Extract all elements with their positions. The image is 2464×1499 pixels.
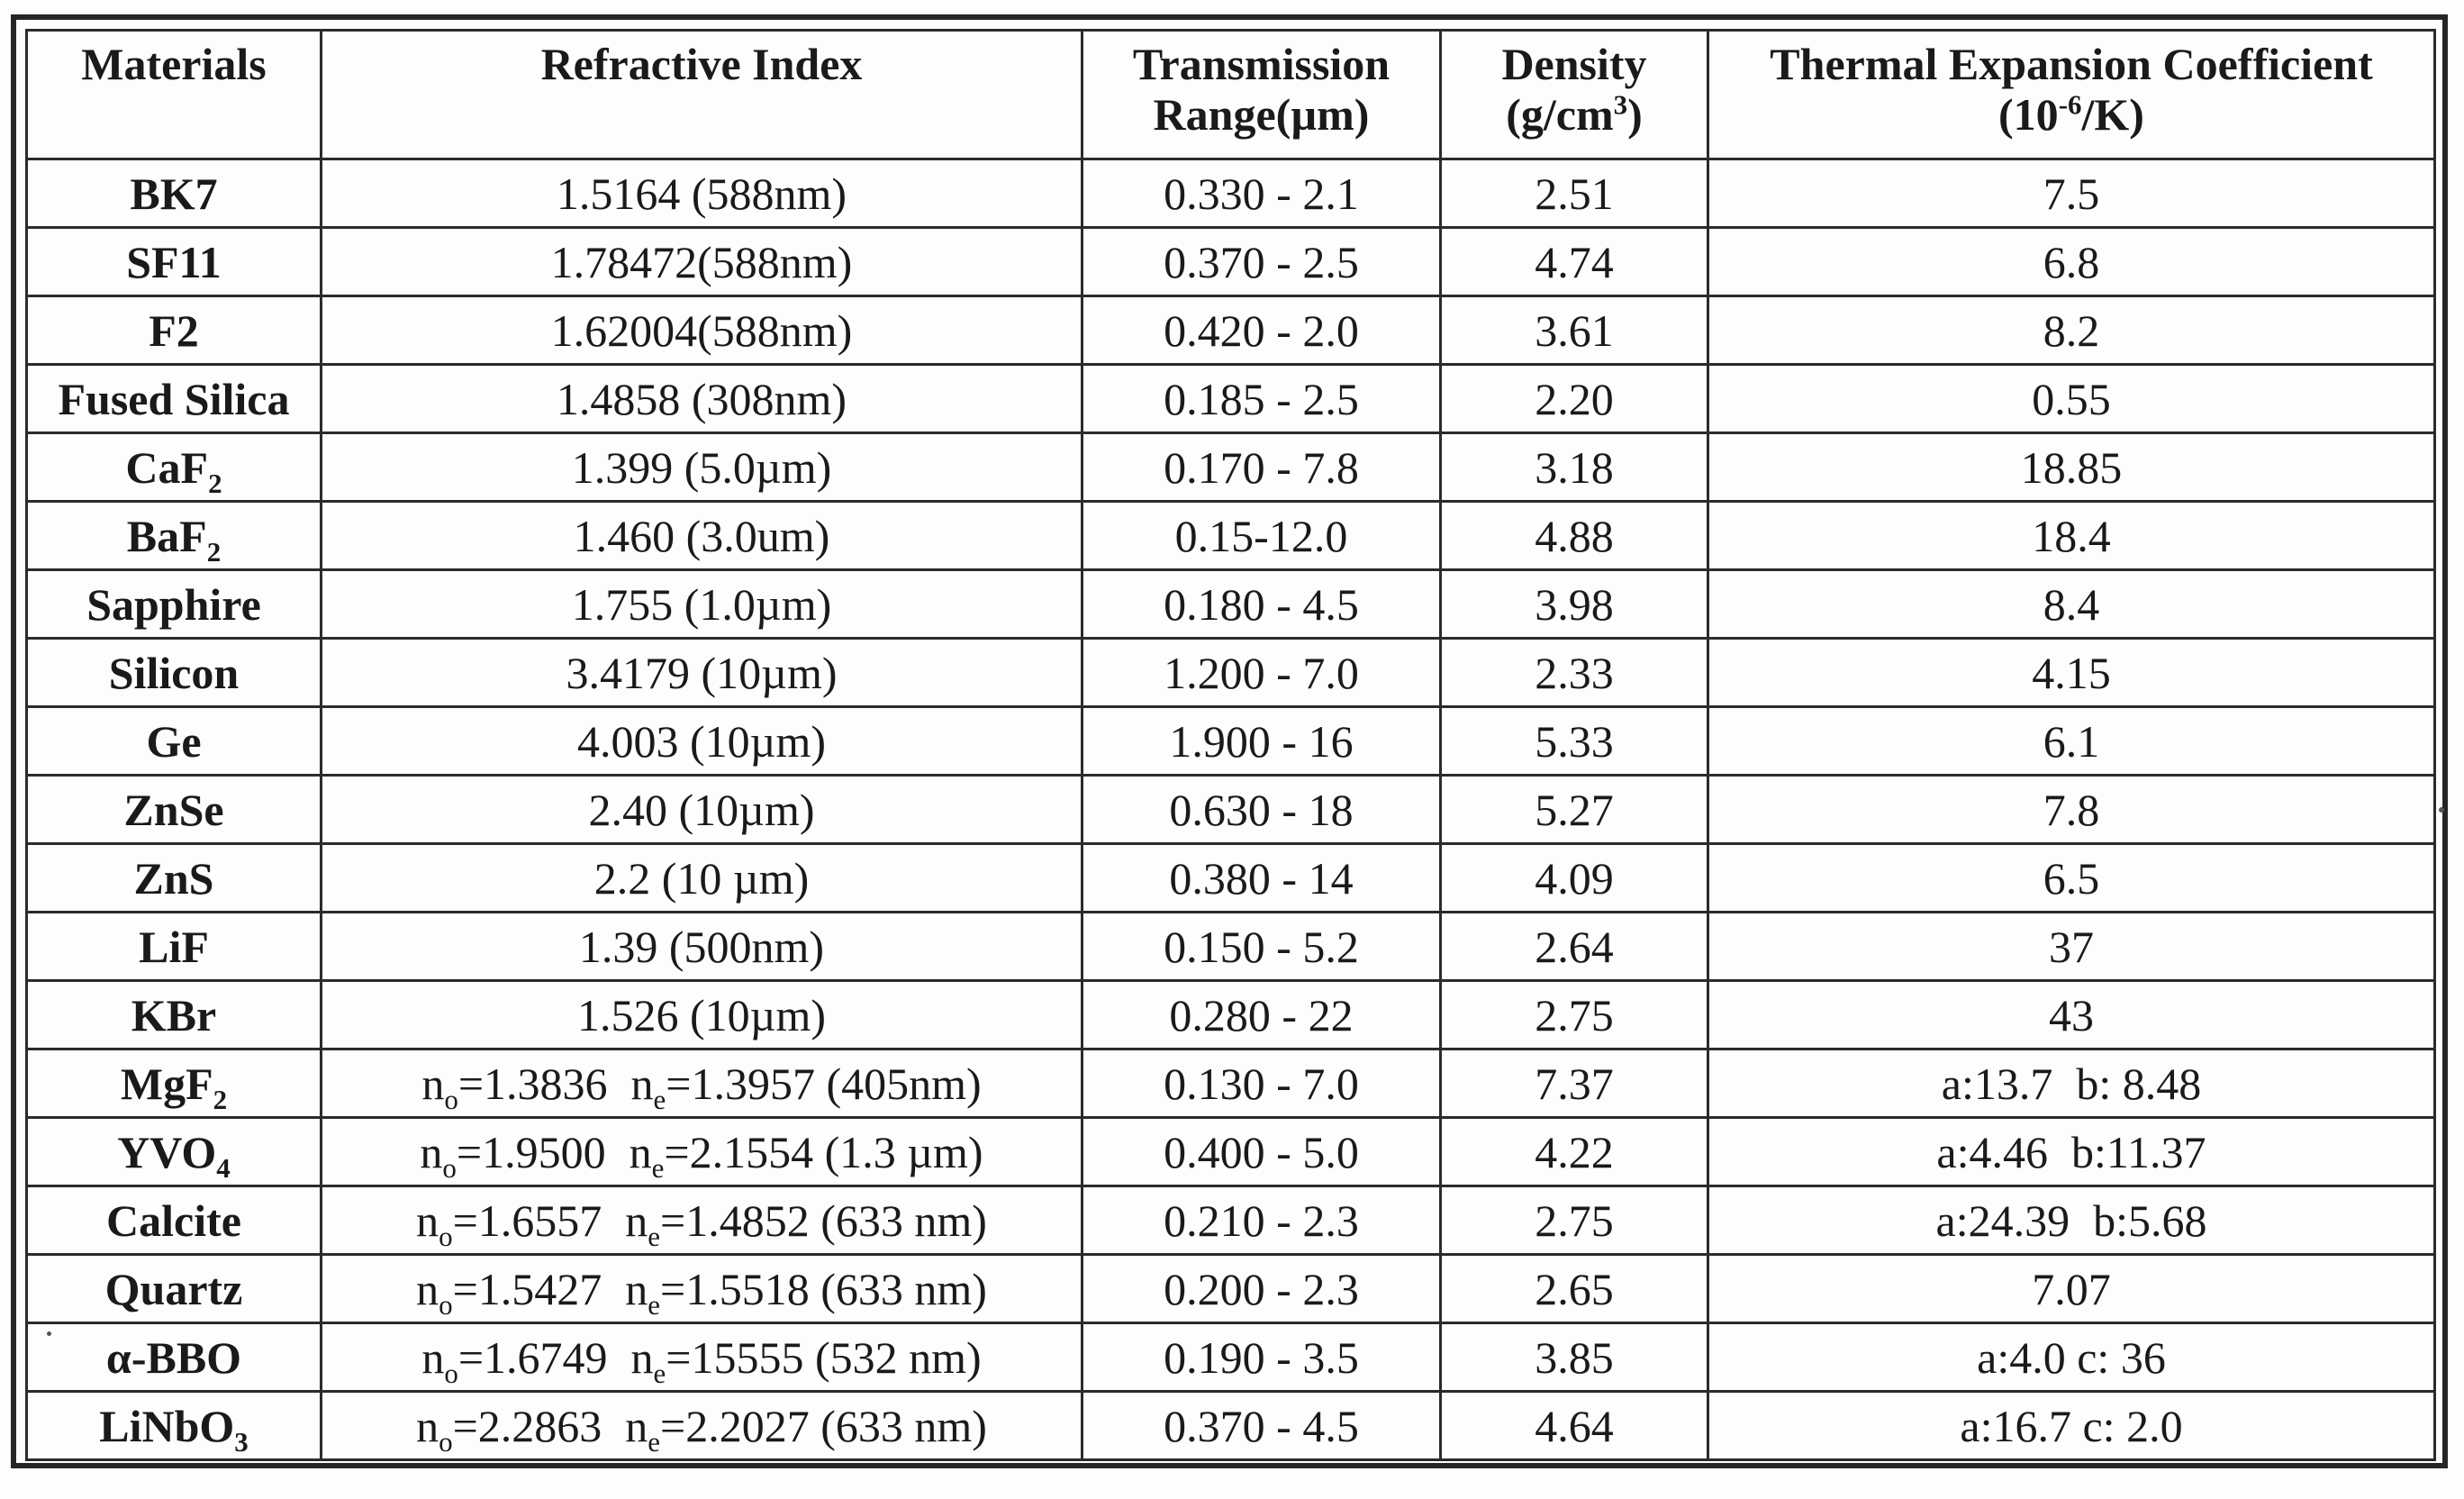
- thermal-expansion-cell: [1708, 1392, 2435, 1460]
- density-cell: [1441, 159, 1708, 228]
- density-value: 4.74: [1535, 236, 1614, 287]
- transmission-range-cell: [1083, 776, 1441, 844]
- thermal-expansion-a: a:13.7: [1941, 1058, 2053, 1109]
- refractive-index-value: 1.62004(588nm): [550, 304, 853, 356]
- table-row: [27, 844, 2435, 913]
- density-cell: [1441, 776, 1708, 844]
- transmission-range-cell: [1083, 1049, 1441, 1118]
- refractive-index-cell: [322, 365, 1083, 433]
- wavelength: (633 nm): [809, 1195, 987, 1246]
- refractive-index-value: 1.78472(588nm): [550, 236, 853, 287]
- table-row: [27, 502, 2435, 570]
- material-name: YVO: [117, 1126, 217, 1177]
- material-cell: [27, 1186, 322, 1255]
- n-symbol: n: [421, 1058, 445, 1109]
- thermal-expansion-value: 18.4: [2032, 510, 2111, 561]
- material-subscript: 4: [216, 1151, 231, 1184]
- scan-speck: [2439, 807, 2444, 813]
- density-cell: [1441, 502, 1708, 570]
- thermal-expansion-cell: [1708, 844, 2435, 913]
- refractive-index-value: 1.39 (500nm): [578, 921, 825, 972]
- material-cell: [27, 433, 322, 502]
- transmission-range-value: 0.370 - 4.5: [1164, 1400, 1359, 1451]
- ordinary-index: =1.6557: [452, 1195, 602, 1246]
- thermal-expansion-value: 7.07: [2032, 1263, 2111, 1314]
- scan-speck: [47, 1331, 51, 1336]
- transmission-range-cell: [1083, 1255, 1441, 1323]
- material-cell: [27, 913, 322, 981]
- thermal-expansion-a: a:24.39: [1935, 1195, 2070, 1246]
- refractive-index-value: 1.460 (3.0um): [573, 510, 830, 561]
- thermal-expansion-value: 43: [2049, 989, 2094, 1040]
- transmission-range-value: 1.900 - 16: [1169, 715, 1354, 767]
- density-value: 2.65: [1535, 1263, 1614, 1314]
- density-cell: [1441, 433, 1708, 502]
- thermal-expansion-value: 0.55: [2032, 373, 2111, 424]
- thermal-expansion-b: b:11.37: [2071, 1126, 2206, 1177]
- transmission-range-cell: [1083, 228, 1441, 296]
- optical-materials-table: [25, 29, 2436, 1461]
- transmission-range-cell: [1083, 570, 1441, 639]
- thermal-expansion-value: 6.8: [2043, 236, 2100, 287]
- refractive-index-cell: [322, 776, 1083, 844]
- refractive-index-cell: [322, 296, 1083, 365]
- ordinary-index: =1.3836: [457, 1058, 608, 1109]
- wavelength: (633 nm): [809, 1263, 987, 1314]
- transmission-range-value: 0.190 - 3.5: [1164, 1331, 1359, 1383]
- n-symbol: n: [629, 1126, 652, 1177]
- refractive-index-cell: [322, 159, 1083, 228]
- thermal-expansion-value: 6.5: [2043, 852, 2100, 904]
- transmission-range-cell: [1083, 1323, 1441, 1392]
- transmission-range-value: 0.200 - 2.3: [1164, 1263, 1359, 1314]
- density-value: 2.75: [1535, 989, 1614, 1040]
- material-name: Silicon: [108, 647, 240, 698]
- header-thermal-expansion: [1708, 31, 2435, 159]
- density-value: 3.61: [1535, 304, 1614, 356]
- material-cell: [27, 776, 322, 844]
- table-row: [27, 570, 2435, 639]
- material-cell: [27, 1049, 322, 1118]
- material-cell: [27, 1392, 322, 1460]
- refractive-index-cell: [322, 1323, 1083, 1392]
- thermal-expansion-value: 18.85: [2020, 441, 2123, 493]
- extraordinary-subscript: e: [648, 1288, 661, 1321]
- density-value: 4.88: [1535, 510, 1614, 561]
- material-name: Calcite: [106, 1195, 241, 1246]
- wavelength: (405nm): [814, 1058, 982, 1109]
- wavelength: (1.3 µm): [813, 1126, 983, 1177]
- thermal-expansion-cell: [1708, 776, 2435, 844]
- transmission-range-cell: [1083, 159, 1441, 228]
- thermal-expansion-cell: [1708, 365, 2435, 433]
- density-value: 3.98: [1535, 578, 1614, 630]
- table-row: [27, 1186, 2435, 1255]
- density-value: 5.33: [1535, 715, 1614, 767]
- thermal-expansion-cell: [1708, 1186, 2435, 1255]
- transmission-range-cell: [1083, 1186, 1441, 1255]
- table-row: [27, 1392, 2435, 1460]
- material-cell: [27, 707, 322, 776]
- thermal-expansion-cell: [1708, 433, 2435, 502]
- extraordinary-index: =1.3957: [666, 1058, 815, 1109]
- transmission-range-cell: [1083, 913, 1441, 981]
- n-symbol: n: [416, 1400, 439, 1451]
- header-row: [27, 31, 2435, 159]
- thermal-expansion-cell: [1708, 913, 2435, 981]
- ordinary-subscript: o: [444, 1357, 458, 1389]
- n-symbol: n: [630, 1058, 654, 1109]
- n-symbol: n: [421, 1331, 445, 1383]
- material-name: LiNbO: [99, 1400, 235, 1451]
- transmission-range-cell: [1083, 981, 1441, 1049]
- ordinary-subscript: o: [439, 1425, 453, 1458]
- transmission-range-value: 0.400 - 5.0: [1164, 1126, 1359, 1177]
- thermal-expansion-value: 37: [2049, 921, 2094, 972]
- material-name: Quartz: [104, 1263, 243, 1314]
- material-subscript: 2: [213, 1083, 228, 1115]
- transmission-range-value: 0.170 - 7.8: [1164, 441, 1359, 493]
- thermal-expansion-b: b:5.68: [2093, 1195, 2207, 1246]
- material-cell: [27, 228, 322, 296]
- material-cell: [27, 159, 322, 228]
- density-cell: [1441, 1049, 1708, 1118]
- extraordinary-index: =2.1554: [664, 1126, 814, 1177]
- material-cell: [27, 639, 322, 707]
- header-thermal-unit: $(10^{-6}/K)$: [1998, 88, 2144, 140]
- ordinary-index: =1.9500: [456, 1126, 606, 1177]
- extraordinary-subscript: e: [653, 1083, 666, 1115]
- table-row: [27, 639, 2435, 707]
- thermal-expansion-cell: [1708, 296, 2435, 365]
- transmission-range-value: 0.630 - 18: [1169, 784, 1354, 835]
- table-row: [27, 1049, 2435, 1118]
- refractive-index-cell: [322, 570, 1083, 639]
- material-cell: [27, 1118, 322, 1186]
- transmission-range-value: 0.380 - 14: [1169, 852, 1354, 904]
- material-name: CaF: [125, 441, 209, 493]
- header-density-line1: Density: [1501, 39, 1647, 89]
- extraordinary-subscript: e: [651, 1151, 665, 1184]
- ordinary-index: =2.2863: [452, 1400, 602, 1451]
- header-refractive-index-label: Refractive Index: [540, 39, 863, 89]
- refractive-index-cell: [322, 844, 1083, 913]
- header-transmission-line2: Range(µm): [1153, 89, 1370, 140]
- wavelength: (633 nm): [809, 1400, 987, 1451]
- density-value: 4.64: [1535, 1400, 1614, 1451]
- header-materials: [27, 31, 322, 159]
- table-row: [27, 1118, 2435, 1186]
- density-cell: [1441, 1323, 1708, 1392]
- material-name: Sapphire: [86, 578, 261, 630]
- material-name: BaF: [126, 510, 207, 561]
- table-row: [27, 981, 2435, 1049]
- thermal-expansion-value: 8.4: [2043, 578, 2100, 630]
- thermal-expansion-value: 4.15: [2032, 647, 2111, 698]
- density-value: 2.33: [1535, 647, 1614, 698]
- density-value: 4.22: [1535, 1126, 1614, 1177]
- transmission-range-value: 0.210 - 2.3: [1164, 1195, 1359, 1246]
- material-subscript: 2: [206, 535, 222, 568]
- table-row: [27, 159, 2435, 228]
- density-cell: [1441, 913, 1708, 981]
- transmission-range-cell: [1083, 639, 1441, 707]
- ordinary-index: =1.5427: [452, 1263, 602, 1314]
- material-name: MgF: [120, 1058, 213, 1109]
- refractive-index-value: 4.003 (10µm): [576, 715, 826, 767]
- density-value: 7.37: [1535, 1058, 1614, 1109]
- extraordinary-index: =1.4852: [660, 1195, 810, 1246]
- thermal-expansion-cell: [1708, 1255, 2435, 1323]
- transmission-range-value: 0.420 - 2.0: [1164, 304, 1359, 356]
- transmission-range-value: 0.330 - 2.1: [1164, 168, 1359, 219]
- extraordinary-index: =1.5518: [660, 1263, 810, 1314]
- table-row: [27, 365, 2435, 433]
- header-transmission-line1: Transmission: [1132, 39, 1391, 89]
- transmission-range-cell: [1083, 296, 1441, 365]
- refractive-index-value: 1.526 (10µm): [576, 989, 826, 1040]
- n-symbol: n: [420, 1126, 443, 1177]
- density-cell: [1441, 639, 1708, 707]
- material-cell: [27, 365, 322, 433]
- material-name: Fused Silica: [58, 373, 290, 424]
- refractive-index-cell: [322, 639, 1083, 707]
- refractive-index-cell: [322, 1118, 1083, 1186]
- transmission-range-value: 0.180 - 4.5: [1164, 578, 1359, 630]
- transmission-range-value: 0.280 - 22: [1169, 989, 1354, 1040]
- refractive-index-cell: [322, 228, 1083, 296]
- density-cell: [1441, 1186, 1708, 1255]
- density-cell: [1441, 1118, 1708, 1186]
- material-cell: [27, 570, 322, 639]
- transmission-range-cell: [1083, 502, 1441, 570]
- thermal-expansion-value: 7.8: [2043, 784, 2100, 835]
- thermal-expansion-cell: [1708, 1323, 2435, 1392]
- density-value: 2.64: [1535, 921, 1614, 972]
- density-cell: [1441, 570, 1708, 639]
- transmission-range-cell: [1083, 433, 1441, 502]
- refractive-index-value: 2.2 (10 µm): [593, 852, 810, 904]
- transmission-range-value: 0.150 - 5.2: [1164, 921, 1359, 972]
- thermal-expansion-cell: [1708, 1049, 2435, 1118]
- thermal-expansion-a: a:4.46: [1936, 1126, 2049, 1177]
- transmission-range-cell: [1083, 844, 1441, 913]
- material-cell: [27, 981, 322, 1049]
- header-transmission-range: [1083, 31, 1441, 159]
- density-value: 5.27: [1535, 784, 1614, 835]
- material-name: ZnSe: [123, 784, 224, 835]
- density-value: 2.51: [1535, 168, 1614, 219]
- thermal-expansion-cell: [1708, 570, 2435, 639]
- refractive-index-cell: [322, 981, 1083, 1049]
- extraordinary-index: =2.2027: [660, 1400, 810, 1451]
- refractive-index-cell: [322, 1049, 1083, 1118]
- thermal-expansion-cell: [1708, 502, 2435, 570]
- material-name: Ge: [146, 715, 202, 767]
- n-symbol: n: [625, 1263, 648, 1314]
- transmission-range-value: 1.200 - 7.0: [1164, 647, 1359, 698]
- material-subscript: 2: [208, 467, 222, 499]
- density-cell: [1441, 228, 1708, 296]
- thermal-expansion-value: 7.5: [2043, 168, 2100, 219]
- extraordinary-index: =15555: [666, 1331, 804, 1383]
- transmission-range-cell: [1083, 365, 1441, 433]
- wavelength: (532 nm): [803, 1331, 982, 1383]
- thermal-expansion-cell: [1708, 981, 2435, 1049]
- material-cell: [27, 296, 322, 365]
- transmission-range-value: 0.370 - 2.5: [1164, 236, 1359, 287]
- thermal-expansion-cell: [1708, 159, 2435, 228]
- header-materials-label: Materials: [81, 39, 267, 89]
- n-symbol: n: [625, 1400, 648, 1451]
- refractive-index-value: 1.399 (5.0µm): [571, 441, 832, 493]
- density-value: 3.85: [1535, 1331, 1614, 1383]
- extraordinary-subscript: e: [653, 1357, 666, 1389]
- ordinary-subscript: o: [442, 1151, 457, 1184]
- density-cell: [1441, 296, 1708, 365]
- thermal-expansion-cell: [1708, 707, 2435, 776]
- density-cell: [1441, 365, 1708, 433]
- n-symbol: n: [416, 1195, 439, 1246]
- thermal-expansion-value: a:4.0 c: 36: [1977, 1331, 2166, 1383]
- refractive-index-cell: [322, 1255, 1083, 1323]
- refractive-index-value: 1.5164 (588nm): [556, 168, 847, 219]
- density-cell: [1441, 1255, 1708, 1323]
- refractive-index-value: 1.4858 (308nm): [556, 373, 847, 424]
- material-cell: [27, 1255, 322, 1323]
- refractive-index-value: 1.755 (1.0µm): [571, 578, 832, 630]
- refractive-index-cell: [322, 502, 1083, 570]
- thermal-expansion-b: b: 8.48: [2076, 1058, 2202, 1109]
- density-cell: [1441, 707, 1708, 776]
- transmission-range-cell: [1083, 707, 1441, 776]
- density-value: 2.20: [1535, 373, 1614, 424]
- refractive-index-cell: [322, 1392, 1083, 1460]
- ordinary-subscript: o: [444, 1083, 458, 1115]
- table-row: [27, 776, 2435, 844]
- table-row: [27, 296, 2435, 365]
- material-name: α-BBO: [105, 1331, 242, 1383]
- thermal-expansion-value: 8.2: [2043, 304, 2100, 356]
- table-row: [27, 433, 2435, 502]
- material-name: F2: [149, 304, 199, 356]
- table-row: [27, 228, 2435, 296]
- transmission-range-value: 0.130 - 7.0: [1164, 1058, 1359, 1109]
- refractive-index-value: 2.40 (10µm): [588, 784, 815, 835]
- material-name: LiF: [139, 921, 209, 972]
- ordinary-index: =1.6749: [457, 1331, 608, 1383]
- header-density-unit: $(g/cm^3)$: [1506, 88, 1643, 140]
- transmission-range-cell: [1083, 1392, 1441, 1460]
- material-name: KBr: [131, 989, 217, 1040]
- refractive-index-cell: [322, 433, 1083, 502]
- density-value: 3.18: [1535, 441, 1614, 493]
- thermal-expansion-value: 6.1: [2043, 715, 2100, 767]
- transmission-range-cell: [1083, 1118, 1441, 1186]
- ordinary-subscript: o: [439, 1220, 453, 1252]
- density-cell: [1441, 981, 1708, 1049]
- material-name: ZnS: [133, 852, 214, 904]
- table-row: [27, 913, 2435, 981]
- transmission-range-value: 0.185 - 2.5: [1164, 373, 1359, 424]
- header-thermal-line1: Thermal Expansion Coefficient: [1770, 39, 2373, 89]
- thermal-expansion-cell: [1708, 639, 2435, 707]
- refractive-index-cell: [322, 707, 1083, 776]
- material-subscript: 3: [234, 1425, 249, 1458]
- thermal-expansion-value: a:16.7 c: 2.0: [1960, 1400, 2183, 1451]
- density-value: 4.09: [1535, 852, 1614, 904]
- material-cell: [27, 844, 322, 913]
- header-density: [1441, 31, 1708, 159]
- material-cell: [27, 1323, 322, 1392]
- density-value: 2.75: [1535, 1195, 1614, 1246]
- extraordinary-subscript: e: [648, 1220, 661, 1252]
- table-body: [27, 159, 2435, 1460]
- thermal-expansion-cell: [1708, 1118, 2435, 1186]
- material-name: SF11: [126, 236, 222, 287]
- n-symbol: n: [416, 1263, 439, 1314]
- n-symbol: n: [625, 1195, 648, 1246]
- density-cell: [1441, 844, 1708, 913]
- refractive-index-cell: [322, 1186, 1083, 1255]
- refractive-index-value: 3.4179 (10µm): [566, 647, 838, 698]
- table-row: [27, 1323, 2435, 1392]
- ordinary-subscript: o: [439, 1288, 453, 1321]
- material-name: BK7: [130, 168, 218, 219]
- refractive-index-cell: [322, 913, 1083, 981]
- extraordinary-subscript: e: [648, 1425, 661, 1458]
- material-cell: [27, 502, 322, 570]
- transmission-range-value: 0.15-12.0: [1174, 510, 1348, 561]
- thermal-expansion-cell: [1708, 228, 2435, 296]
- table-row: [27, 1255, 2435, 1323]
- density-cell: [1441, 1392, 1708, 1460]
- header-refractive-index: [322, 31, 1083, 159]
- n-symbol: n: [630, 1331, 654, 1383]
- table-row: [27, 707, 2435, 776]
